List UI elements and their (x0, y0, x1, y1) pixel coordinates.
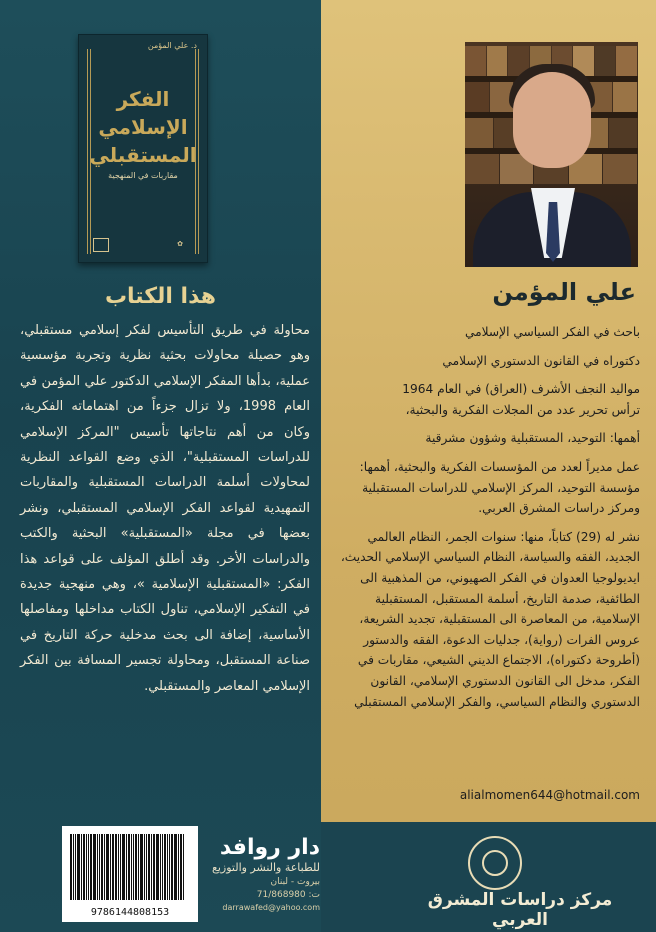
barcode-bar (171, 834, 173, 900)
barcode-bar (164, 834, 166, 900)
author-name: علي المؤمن (492, 278, 636, 306)
barcode-bar (131, 834, 132, 900)
seal-icon (468, 836, 522, 890)
barcode-bar (178, 834, 179, 900)
barcode-bar (104, 834, 105, 900)
bio-line: دكتوراه في القانون الدستوري الإسلامي (442, 353, 640, 368)
barcode-bar (83, 834, 85, 900)
barcode-bar (73, 834, 74, 900)
center-logo (400, 836, 640, 930)
author-photo (465, 42, 638, 267)
barcode-bar (144, 834, 145, 900)
publisher-location: بيروت - لبنان (270, 877, 320, 887)
barcode-bar (115, 834, 117, 900)
author-bio (334, 322, 640, 712)
publisher-email: darrawafed@yahoo.com (222, 903, 320, 912)
bio-line: مواليد النجف الأشرف (العراق) في العام 1964 (402, 382, 640, 397)
barcode-bar (106, 834, 109, 900)
book-cover-title: الفكر الإسلامي المستقبلي (89, 87, 197, 167)
barcode-bar (70, 834, 72, 900)
barcode-bar (133, 834, 134, 900)
publisher-name: دار روافد (219, 835, 320, 860)
barcode-bar (101, 834, 103, 900)
barcode-bar (81, 834, 82, 900)
author-email: alialmomen644@hotmail.com (459, 788, 640, 802)
barcode-bar (146, 834, 147, 900)
author-publications: نشر له (29) كتاباً، منها: سنوات الجمر، النظام العالمي الجديد، الفقه والسياسة، النظام السياسي الإسلامي الحديث، ايديولوجيا العدوان في الفكر الصهيوني، من المذهبية الى الطائفية، صدمة التاريخ، أسلمة المستقبل، المستقبلية الإسلامية، من المعاصرة الى المستقبلية، تجديد الشريعة، عروس الفرات (رواية)، جدليات الدعوة، الفقه والدستور (أطروحة دكتوراه)، الاجتماع الديني الشيعي، مقاربات في الفكر، مدخل الى القانون الدستوري الإسلامي، القانون الدستوري والنظام السياسي، والفكر الإسلامي المستقبلي (340, 529, 640, 709)
barcode-bar (148, 834, 150, 900)
barcode-bar (77, 834, 80, 900)
barcode-bars (70, 834, 190, 900)
barcode-bar (153, 834, 155, 900)
publisher-info (200, 836, 320, 914)
barcode-bar (97, 834, 98, 900)
barcode-bar (180, 834, 182, 900)
barcode-bar (128, 834, 130, 900)
barcode-bar (88, 834, 89, 900)
barcode-bar (151, 834, 152, 900)
barcode-bar (93, 834, 96, 900)
barcode-bar (110, 834, 111, 900)
barcode-bar (156, 834, 159, 900)
publisher-logo-icon (93, 238, 109, 252)
barcode-bar (135, 834, 137, 900)
right-panel (321, 0, 656, 932)
barcode-bar (160, 834, 161, 900)
barcode-bar (122, 834, 125, 900)
barcode-bar (183, 834, 184, 900)
book-cover-subtitle: مقاربات في المنهجية (108, 171, 178, 180)
about-book-title: هذا الكتاب (104, 284, 217, 309)
barcode-bar (99, 834, 100, 900)
barcode-bar (120, 834, 121, 900)
book-cover-author: د. علي المؤمن (147, 41, 197, 50)
bio-line: ترأس تحرير عدد من المجلات الفكرية والبحثية، (405, 402, 640, 417)
barcode (62, 826, 198, 922)
publisher-phone: ت: 71/868980 (256, 890, 320, 900)
bio-line: باحث في الفكر السياسي الإسلامي (464, 325, 640, 339)
barcode-bar (167, 834, 168, 900)
barcode-bar (112, 834, 114, 900)
barcode-bar (126, 834, 127, 900)
about-book-text: محاولة في طريق التأسيس لفكر إسلامي مستقبلي، وهو حصيلة محاولات بحثية نظرية وتجربة مؤسسية عملية، بدأها المفكر الإسلامي الدكتور علي المؤمن في العام 1998، ولا تزال جزءاً من اهتماماته الفكرية، وكان من أهم نتاجاتها تأسيس "المركز الإسلامي للدراسات المستقبلية"، الذي وضع القواعد النظرية لمحاولات أسلمة الدراسات المستقبلية والمقاربات التمهيدية لقواعد الفكر الإسلامي المستقبلي، ونشر بعضها في مجلة «المستقبلية» البحثية والكتب والدراسات الأخر. وقد أطلق المؤلف على قواعد هذا الفكر: «المستقبلية الإسلامية »، وهي منهجية جديدة في التفكير الإسلامي، تناول الكتاب مداخلها ومفاصلها الأساسية، إضافة الى بحث مدخلية حركة التاريخ في صناعة المستقبل، ومحاولة تجسير المسافة بين الفكر الإسلامي المعاصر والمستقبلي. (20, 323, 310, 694)
barcode-bar (140, 834, 143, 900)
book-cover-thumbnail (78, 34, 208, 263)
left-panel (0, 0, 321, 932)
barcode-bar (138, 834, 139, 900)
barcode-bar (86, 834, 87, 900)
barcode-bar (90, 834, 92, 900)
bio-line: عمل مديراً لعدد من المؤسسات الفكرية والبحثية، أهمها: مؤسسة التوحيد، المركز الإسلامي للدراسات المستقبلية ومركز دراسات المشرق العربي. (359, 459, 640, 516)
barcode-bar (162, 834, 163, 900)
isbn-number: 9786144808153 (90, 907, 170, 918)
barcode-bar (169, 834, 170, 900)
publisher-tagline: للطباعة والنشر والتوزيع (211, 861, 320, 874)
barcode-bar (75, 834, 76, 900)
barcode-bar (174, 834, 177, 900)
center-name: مركز دراسات المشرق العربي (427, 890, 613, 930)
center-logo-icon: ✿ (177, 240, 183, 248)
barcode-bar (118, 834, 119, 900)
bio-line: أهمها: التوحيد، المستقبلية وشؤون مشرقية (425, 431, 640, 446)
